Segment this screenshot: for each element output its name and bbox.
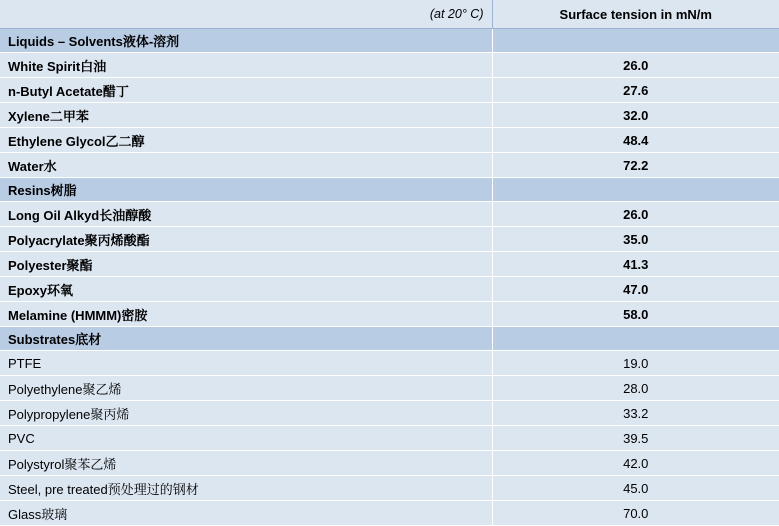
- surface-tension-value: 42.0: [492, 451, 779, 476]
- table-row: [0, 128, 779, 153]
- table-row: [0, 202, 779, 227]
- table-row: [0, 376, 779, 401]
- surface-tension-value: 32.0: [492, 103, 779, 128]
- surface-tension-value: 26.0: [492, 202, 779, 227]
- table-row: [0, 501, 779, 526]
- surface-tension-value: 70.0: [492, 501, 779, 526]
- header-condition: (at 20° C): [0, 0, 492, 29]
- material-name: Polyester聚酯: [0, 252, 492, 277]
- section-header-row: [0, 29, 779, 53]
- table-row: [0, 252, 779, 277]
- section-header-spacer: [492, 29, 779, 53]
- table-row: [0, 476, 779, 501]
- section-title: Resins树脂: [0, 178, 492, 202]
- table-row: [0, 53, 779, 78]
- material-name: Polypropylene聚丙烯: [0, 401, 492, 426]
- section-header-row: [0, 178, 779, 202]
- table-row: [0, 227, 779, 252]
- material-name: PVC: [0, 426, 492, 451]
- table-row: [0, 401, 779, 426]
- material-name: Steel, pre treated预处理过的钢材: [0, 476, 492, 501]
- material-name: Xylene二甲苯: [0, 103, 492, 128]
- surface-tension-value: 33.2: [492, 401, 779, 426]
- surface-tension-value: 28.0: [492, 376, 779, 401]
- material-name: White Spirit白油: [0, 53, 492, 78]
- material-name: Polystyrol聚苯乙烯: [0, 451, 492, 476]
- material-name: PTFE: [0, 351, 492, 376]
- surface-tension-value: 27.6: [492, 78, 779, 103]
- table-row: [0, 351, 779, 376]
- surface-tension-value: 35.0: [492, 227, 779, 252]
- material-name: Long Oil Alkyd长油醇酸: [0, 202, 492, 227]
- section-header-spacer: [492, 327, 779, 351]
- surface-tension-value: 48.4: [492, 128, 779, 153]
- table-row: [0, 78, 779, 103]
- header-value-label: Surface tension in mN/m: [492, 0, 779, 29]
- section-header-spacer: [492, 178, 779, 202]
- surface-tension-value: 26.0: [492, 53, 779, 78]
- surface-tension-value: 45.0: [492, 476, 779, 501]
- table-header-row: [0, 0, 779, 29]
- material-name: Polyacrylate聚丙烯酸酯: [0, 227, 492, 252]
- surface-tension-value: 58.0: [492, 302, 779, 327]
- section-title: Liquids – Solvents液体-溶剂: [0, 29, 492, 53]
- material-name: Glass玻璃: [0, 501, 492, 526]
- surface-tension-value: 41.3: [492, 252, 779, 277]
- section-title: Substrates底材: [0, 327, 492, 351]
- section-header-row: [0, 327, 779, 351]
- material-name: Melamine (HMMM)密胺: [0, 302, 492, 327]
- surface-tension-value: 39.5: [492, 426, 779, 451]
- surface-tension-value: 19.0: [492, 351, 779, 376]
- surface-tension-value: 72.2: [492, 153, 779, 178]
- surface-tension-value: 47.0: [492, 277, 779, 302]
- material-name: Polyethylene聚乙烯: [0, 376, 492, 401]
- table-row: [0, 153, 779, 178]
- table-row: [0, 302, 779, 327]
- material-name: n-Butyl Acetate醋丁: [0, 78, 492, 103]
- material-name: Epoxy环氧: [0, 277, 492, 302]
- table-row: [0, 426, 779, 451]
- table-row: [0, 277, 779, 302]
- table-row: [0, 103, 779, 128]
- material-name: Water水: [0, 153, 492, 178]
- material-name: Ethylene Glycol乙二醇: [0, 128, 492, 153]
